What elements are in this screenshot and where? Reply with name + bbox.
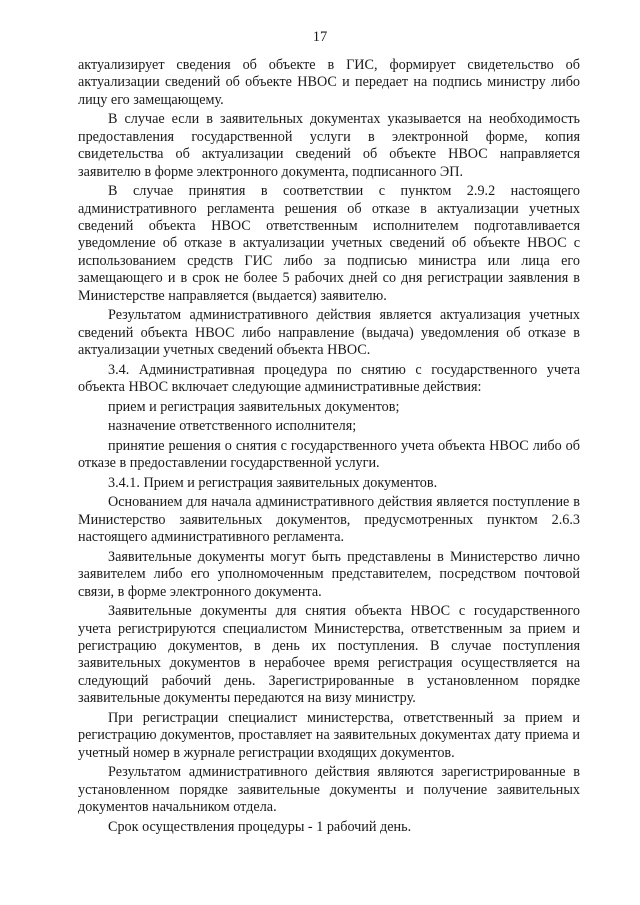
paragraph: Срок осуществления процедуры - 1 рабочий день. — [108, 818, 412, 835]
list-item: прием и регистрация заявительных документов; — [108, 398, 400, 415]
paragraph: Результатом административного действия являются зарегистрированные в установленном порядке заявительные документы и получение заявительных документов начальником отдела. — [78, 764, 580, 816]
paragraph: Результатом административного действия является актуализация учетных сведений объекта НВОС либо направление (выдача) уведомления об отказе в актуализации учетных сведений объекта НВОС. — [78, 307, 580, 359]
paragraph: Заявительные документы могут быть представлены в Министерство лично заявителем либо его уполномоченным представителем, посредством почтовой связи, в форме электронного документа. — [78, 548, 580, 600]
list-item: назначение ответственного исполнителя; — [108, 418, 357, 435]
paragraph: Основанием для начала административного действия является поступление в Министерство заявительных документов, предусмотренных пунктом 2.6.3 настоящего административного регламента. — [78, 494, 580, 546]
paragraph: При регистрации специалист министерства, ответственный за прием и регистрацию документов, проставляет на заявительных документах дату приема и учетный номер в журнале регистрации входящих документов. — [78, 709, 580, 761]
section-paragraph-3-4: 3.4. Административная процедура по снятию с государственного учета объекта НВОС включает следующие административные действия: — [78, 361, 580, 396]
paragraph: В случае принятия в соответствии с пунктом 2.9.2 настоящего административного регламента решения об отказе в актуализации учетных сведений объекта НВОС ответственным исполнителем подготавливается уведомление об отказе в актуализации учетных сведений об объекте НВОС с использованием средств ГИС либо за подписью министра или лица его замещающего и в срок не более 5 рабочих дней со дня регистрации заявления в Министерстве направляется (выдается) заявителю. — [78, 183, 580, 304]
subsection-heading-3-4-1: 3.4.1. Прием и регистрация заявительных документов. — [108, 474, 438, 491]
paragraph: Заявительные документы для снятия объекта НВОС с государственного учета регистрируются специалистом Министерства, ответственным за прием и регистрацию документов, в день их поступления. В случае поступления заявительных документов в нерабочее время регистрация осуществляется на следующий рабочий день. Зарегистрированные в установленном порядке заявительные документы передаются на визу министру. — [78, 603, 580, 707]
paragraph: В случае если в заявительных документах указывается на необходимость предоставления государственной услуги в электронной форме, копия свидетельства об актуализации сведений об объекте НВОС направляется заявителю в форме электронного документа, подписанного ЭП. — [78, 111, 580, 180]
paragraph-continuation: актуализирует сведения об объекте в ГИС, формирует свидетельство об актуализации сведений об объекте НВОС и передает на подпись министру либо лицу его замещающему. — [78, 57, 580, 108]
list-item: принятие решения о снятия с государственного учета объекта НВОС либо об отказе в предоставлении государственной услуги. — [78, 437, 580, 472]
document-body — [78, 57, 580, 838]
page-number: 17 — [312, 29, 328, 45]
